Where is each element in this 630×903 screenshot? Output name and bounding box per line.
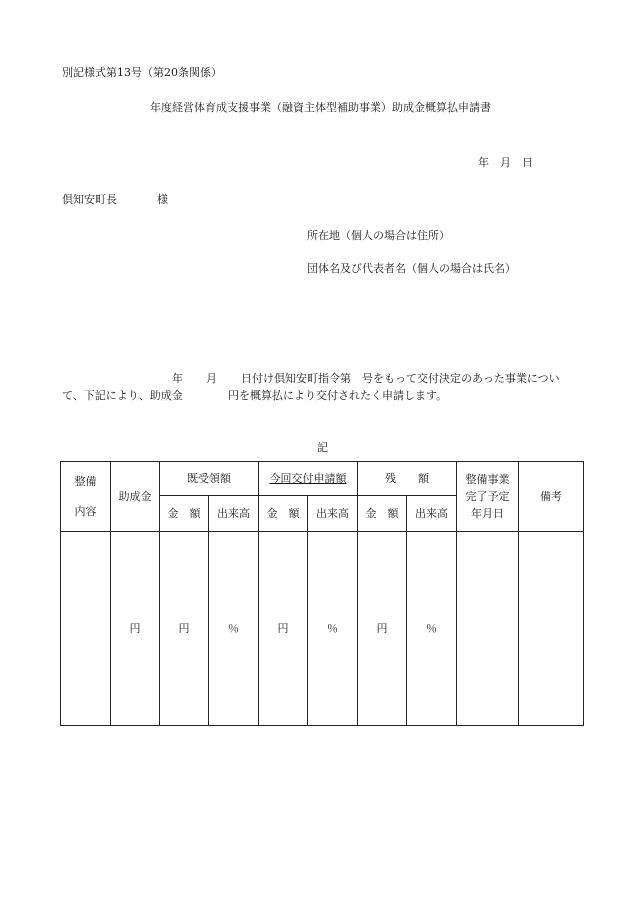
statement-middle: 日付け倶知安町指令第 (241, 372, 351, 385)
sub-current-amount: 金 額 (259, 496, 308, 532)
statement-month: 月 (206, 372, 217, 385)
statement-tail: 号をもって交付決定のあった事業につい (362, 372, 560, 385)
header-notes: 備考 (519, 462, 584, 532)
applicant-name-label: 団体名及び代表者名（個人の場合は氏名） (307, 262, 516, 275)
cell-received-progress[interactable]: ％ (209, 532, 259, 726)
ki-heading: 記 (317, 441, 328, 454)
cell-completion[interactable] (457, 532, 519, 726)
addressee-name: 倶知安町長 (62, 193, 117, 206)
header-item-line2: 内容 (74, 504, 97, 518)
grant-table (60, 461, 584, 726)
statement-line2-a: て、下記により、助成金 (62, 389, 183, 402)
addressee-honorific: 様 (157, 193, 168, 206)
header-current-label: 今回交付申請額 (269, 471, 347, 485)
table-row (61, 532, 584, 726)
date-line: 年 月 日 (478, 156, 533, 169)
sub-received-amount: 金 額 (160, 496, 209, 532)
sub-current-progress: 出来高 (308, 496, 358, 532)
cell-current-progress[interactable]: ％ (308, 532, 358, 726)
header-completion-line3: 年月日 (471, 506, 504, 520)
sub-remaining-progress: 出来高 (407, 496, 457, 532)
cell-remaining-amount[interactable]: 円 (358, 532, 407, 726)
cell-received-amount[interactable]: 円 (160, 532, 209, 726)
cell-grant[interactable]: 円 (111, 532, 160, 726)
document-title: 年度経営体育成支援事業（融資主体型補助事業）助成金概算払申請書 (150, 101, 491, 114)
header-remaining: 残 額 (358, 462, 457, 496)
cell-item[interactable] (61, 532, 111, 726)
header-completion (457, 462, 519, 532)
cell-notes[interactable] (519, 532, 584, 726)
header-item (61, 462, 111, 532)
sub-received-progress: 出来高 (209, 496, 259, 532)
cell-remaining-progress[interactable]: ％ (407, 532, 457, 726)
statement-year: 年 (172, 372, 183, 385)
header-completion-line2: 完了予定 (465, 489, 510, 503)
addressee (62, 193, 168, 207)
cell-current-amount[interactable]: 円 (259, 532, 308, 726)
statement-line2-b: 円を概算払により交付されたく申請します。 (228, 389, 448, 402)
header-item-line1: 整備 (74, 474, 97, 488)
header-current (259, 462, 358, 496)
header-grant: 助成金 (111, 462, 160, 532)
sub-remaining-amount: 金 額 (358, 496, 407, 532)
applicant-address-label: 所在地（個人の場合は住所） (307, 229, 450, 242)
form-number: 別記様式第13号（第20条関係） (62, 66, 222, 79)
header-completion-line1: 整備事業 (465, 472, 510, 486)
header-received: 既受領額 (160, 462, 259, 496)
